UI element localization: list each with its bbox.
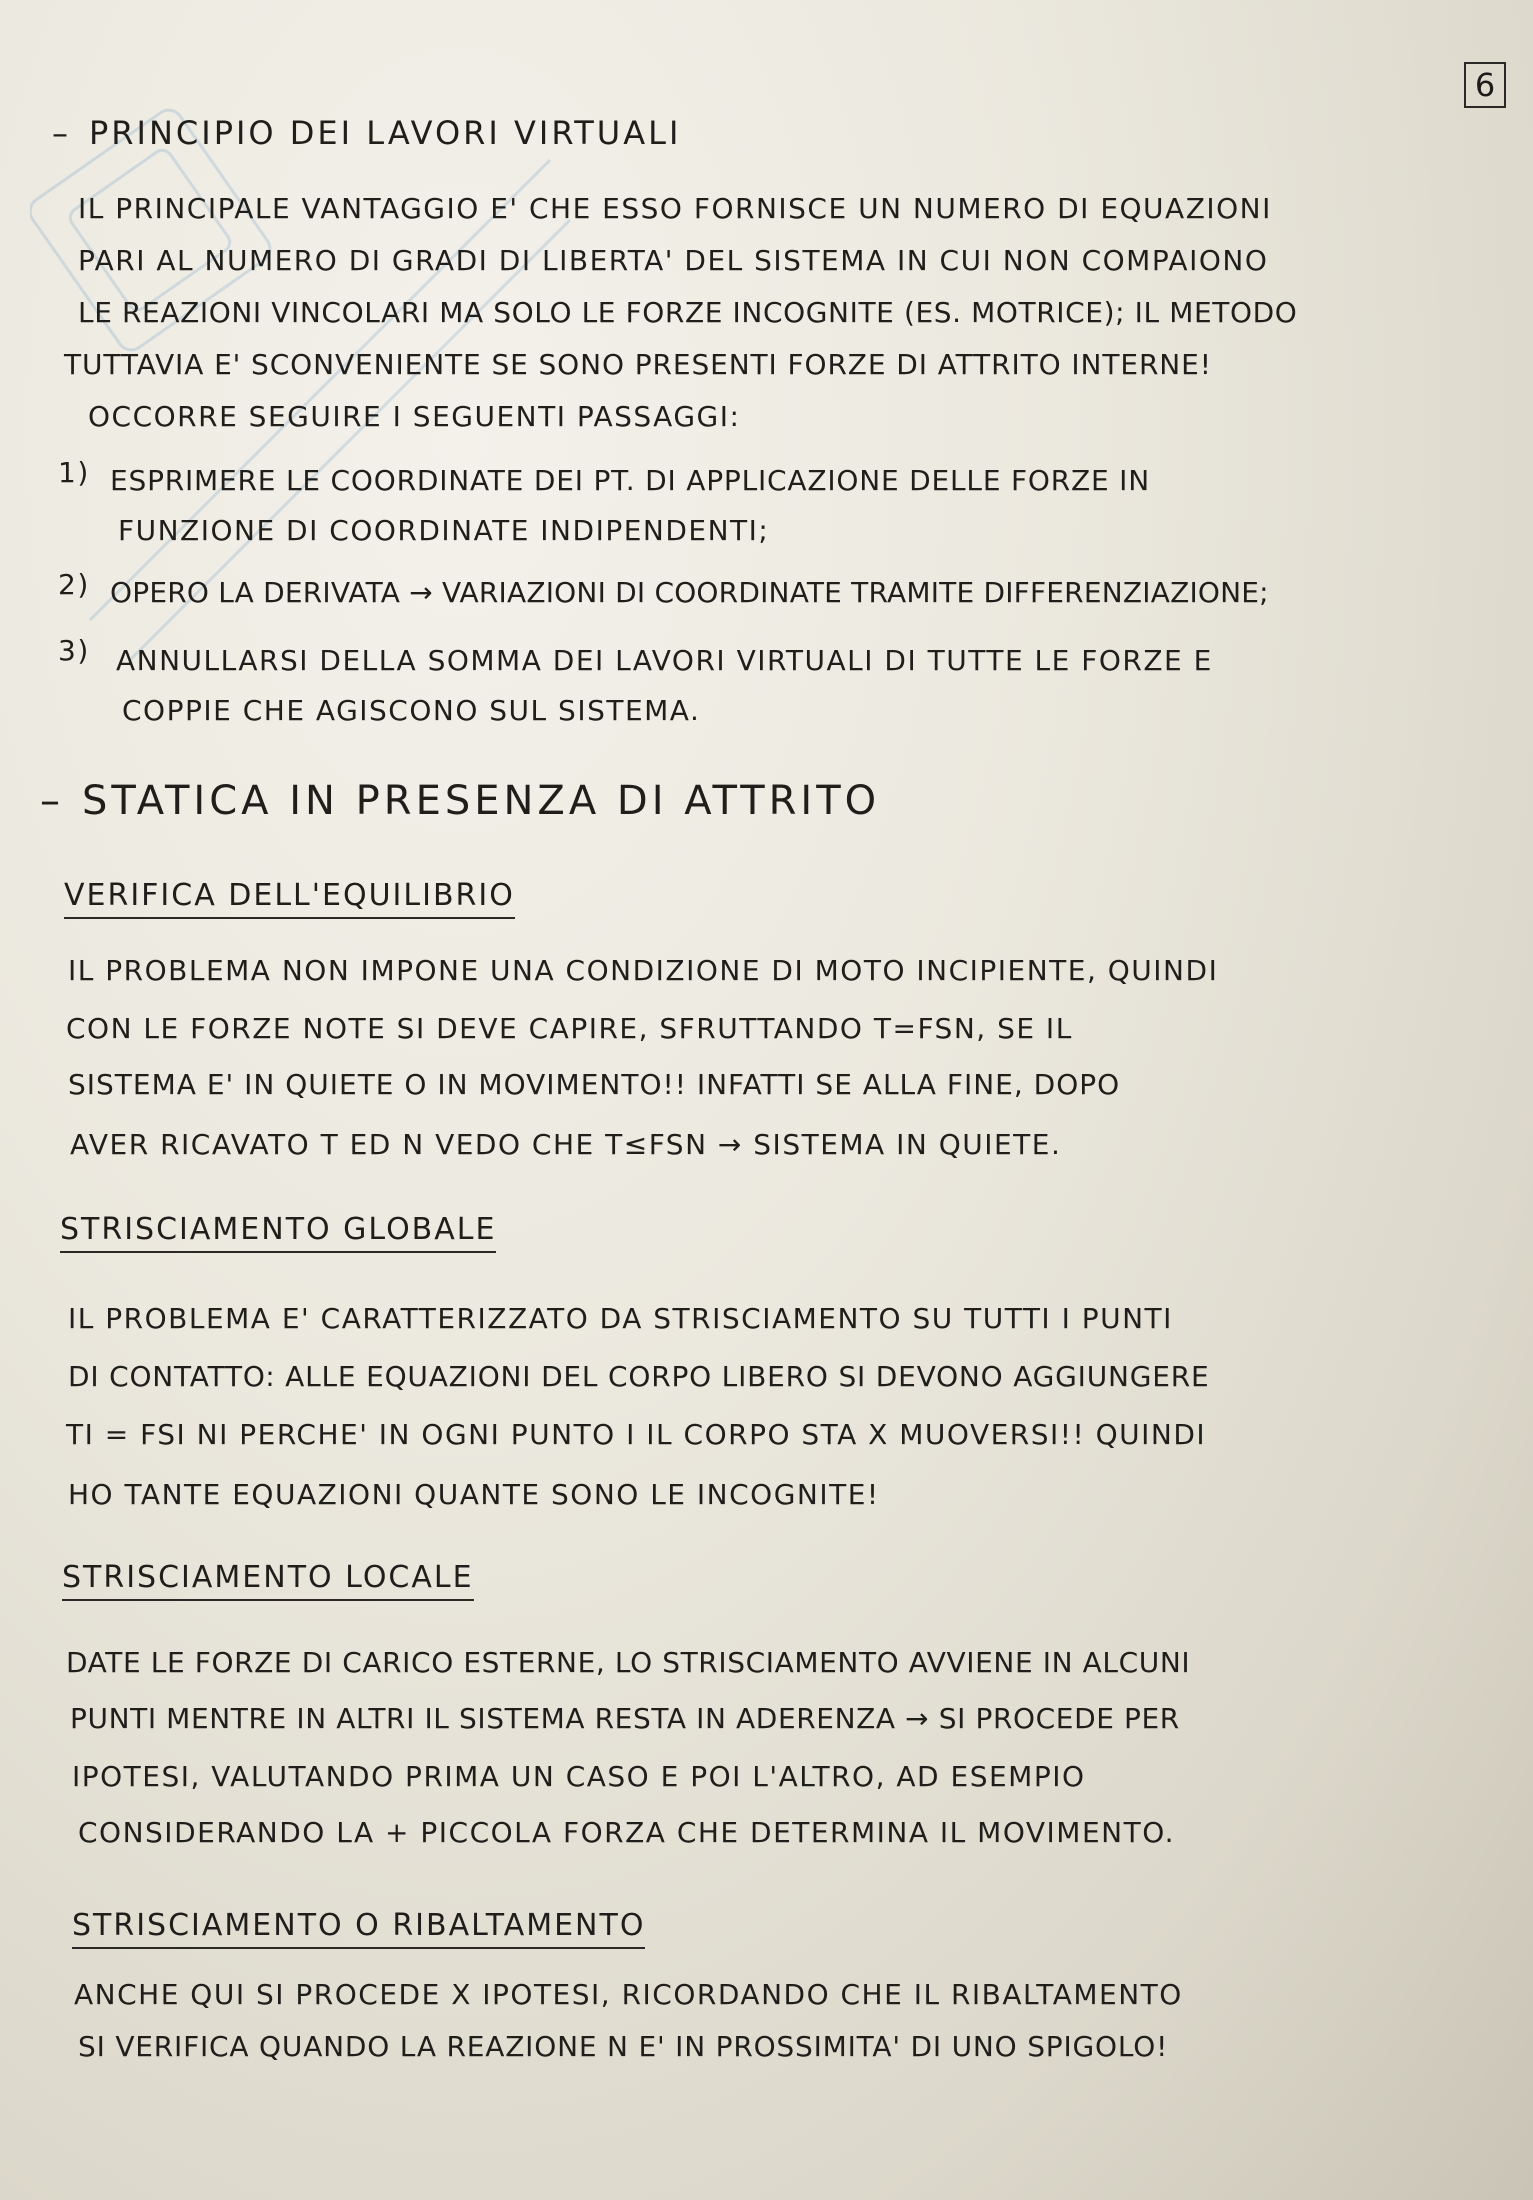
subsection-line: CON LE FORZE NOTE SI DEVE CAPIRE, SFRUTTANDO T=FSN, SE IL bbox=[66, 1012, 1073, 1045]
paragraph-line: LE REAZIONI VINCOLARI MA SOLO LE FORZE INCOGNITE (ES. MOTRICE); IL METODO bbox=[78, 296, 1298, 329]
subsection-line: IL PROBLEMA E' CARATTERIZZATO DA STRISCIAMENTO SU TUTTI I PUNTI bbox=[68, 1302, 1173, 1335]
subsection-heading: VERIFICA DELL'EQUILIBRIO bbox=[64, 878, 515, 919]
subsection-heading: STRISCIAMENTO O RIBALTAMENTO bbox=[72, 1908, 645, 1949]
subsection-heading: STRISCIAMENTO GLOBALE bbox=[60, 1212, 496, 1253]
title-dash: – bbox=[40, 778, 64, 824]
page-number: 6 bbox=[1464, 62, 1506, 108]
paragraph-line: IL PRINCIPALE VANTAGGIO E' CHE ESSO FORNISCE UN NUMERO DI EQUAZIONI bbox=[78, 192, 1272, 225]
section-title-text: PRINCIPIO DEI LAVORI VIRTUALI bbox=[89, 114, 682, 152]
subsection-line: IPOTESI, VALUTANDO PRIMA UN CASO E POI L'ALTRO, AD ESEMPIO bbox=[72, 1760, 1086, 1793]
steps-intro: OCCORRE SEGUIRE I SEGUENTI PASSAGGI: bbox=[88, 400, 741, 433]
step-number: 2) bbox=[58, 568, 90, 601]
subsection-line: HO TANTE EQUAZIONI QUANTE SONO LE INCOGNITE! bbox=[68, 1478, 880, 1511]
step-line: FUNZIONE DI COORDINATE INDIPENDENTI; bbox=[118, 514, 770, 547]
subsection-line: AVER RICAVATO T ED N VEDO CHE T≤FSN → SISTEMA IN QUIETE. bbox=[70, 1128, 1062, 1161]
section-title-friction bbox=[40, 778, 880, 824]
paragraph-line: TUTTAVIA E' SCONVENIENTE SE SONO PRESENTI FORZE DI ATTRITO INTERNE! bbox=[64, 348, 1212, 381]
subsection-line: ANCHE QUI SI PROCEDE X IPOTESI, RICORDANDO CHE IL RIBALTAMENTO bbox=[74, 1978, 1183, 2011]
subsection-line: SISTEMA E' IN QUIETE O IN MOVIMENTO!! INFATTI SE ALLA FINE, DOPO bbox=[68, 1068, 1121, 1101]
subsection-line: DATE LE FORZE DI CARICO ESTERNE, LO STRISCIAMENTO AVVIENE IN ALCUNI bbox=[66, 1646, 1191, 1679]
subsection-line: SI VERIFICA QUANDO LA REAZIONE N E' IN PROSSIMITA' DI UNO SPIGOLO! bbox=[78, 2030, 1169, 2063]
step-line: COPPIE CHE AGISCONO SUL SISTEMA. bbox=[122, 694, 701, 727]
step-line: OPERO LA DERIVATA → VARIAZIONI DI COORDINATE TRAMITE DIFFERENZIAZIONE; bbox=[110, 576, 1269, 609]
subsection-line: DI CONTATTO: ALLE EQUAZIONI DEL CORPO LIBERO SI DEVONO AGGIUNGERE bbox=[68, 1360, 1210, 1393]
step-number: 3) bbox=[58, 634, 90, 667]
subsection-heading: STRISCIAMENTO LOCALE bbox=[62, 1560, 474, 1601]
section-title-text: STATICA IN PRESENZA DI ATTRITO bbox=[82, 778, 881, 824]
section-title-virtual-work bbox=[52, 114, 681, 152]
subsection-line: PUNTI MENTRE IN ALTRI IL SISTEMA RESTA IN ADERENZA → SI PROCEDE PER bbox=[70, 1702, 1180, 1735]
subsection-line: IL PROBLEMA NON IMPONE UNA CONDIZIONE DI MOTO INCIPIENTE, QUINDI bbox=[68, 954, 1219, 987]
step-line: ANNULLARSI DELLA SOMMA DEI LAVORI VIRTUALI DI TUTTE LE FORZE E bbox=[116, 644, 1213, 677]
paragraph-line: PARI AL NUMERO DI GRADI DI LIBERTA' DEL SISTEMA IN CUI NON COMPAIONO bbox=[78, 244, 1269, 277]
step-number: 1) bbox=[58, 456, 90, 489]
title-dash: – bbox=[52, 114, 71, 152]
subsection-line: TI = FSI NI PERCHE' IN OGNI PUNTO I IL CORPO STA X MUOVERSI!! QUINDI bbox=[66, 1418, 1207, 1451]
subsection-line: CONSIDERANDO LA + PICCOLA FORZA CHE DETERMINA IL MOVIMENTO. bbox=[78, 1816, 1176, 1849]
step-line: ESPRIMERE LE COORDINATE DEI PT. DI APPLICAZIONE DELLE FORZE IN bbox=[110, 464, 1150, 497]
